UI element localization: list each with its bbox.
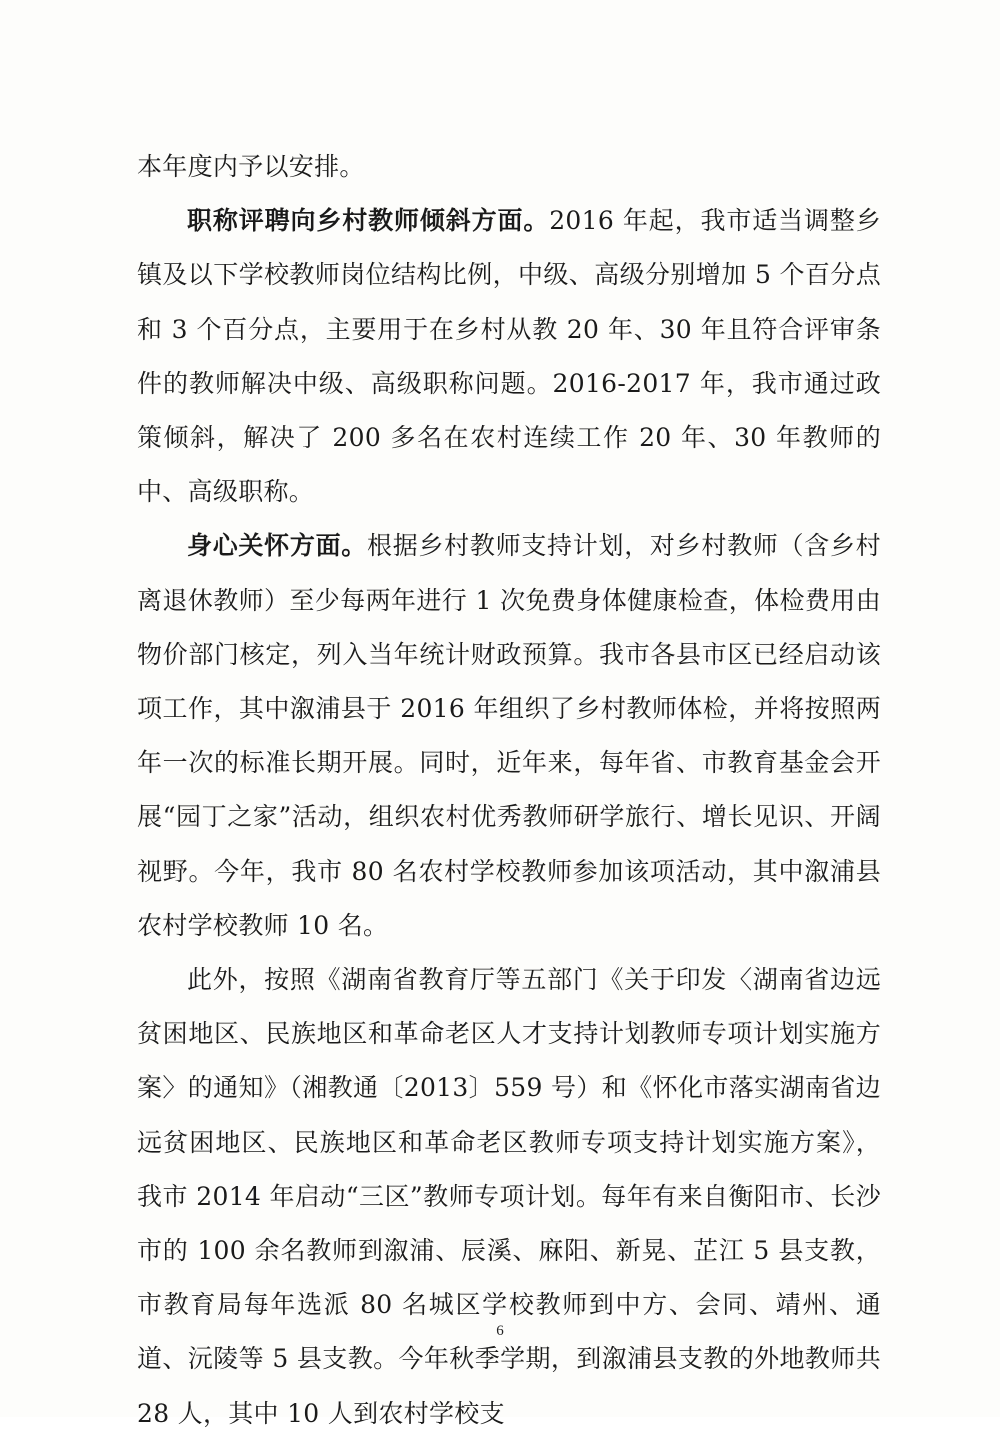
body-text (137, 140, 881, 1441)
paragraph-special-plan (137, 953, 881, 1441)
paragraph-text: 此外，按照《湖南省教育厅等五部门《关于印发〈湖南省边远贫困地区、民族地区和革命老区人才支持计划教师专项计划实施方案〉的通知》（湘教通〔2013〕559 号）和《怀化市落实湖南省边远贫困地区、民族地区和革命老区教师专项支持计划实施方案》，我市 2014 年启动“三区”教师专项计划。每年有来自衡阳市、长沙市的 100 余名教师到溆浦、辰溪、麻阳、新晃、芷江 5 县支教，市教育局每年选派 80 名城区学校教师到中方、会同、靖州、通道、沅陵等 5 县支教。今年秋季学期，到溆浦县支教的外地教师共 28 人，其中 10 人到农村学校支 (137, 965, 881, 1428)
paragraph-title-evaluation (137, 194, 881, 519)
paragraph-text: 根据乡村教师支持计划，对乡村教师（含乡村离退休教师）至少每两年进行 1 次免费身体健康检查，体检费用由物价部门核定，列入当年统计财政预算。我市各县市区已经启动该项工作，其中溆浦县于 2016 年组织了乡村教师体检，并将按照两年一次的标准长期开展。同时，近年来，每年省、市教育基金会开展“园丁之家”活动，组织农村优秀教师研学旅行、增长见识、开阔视野。今年，我市 80 名农村学校教师参加该项活动，其中溆浦县农村学校教师 10 名。 (137, 531, 881, 940)
paragraph-heading: 身心关怀方面。 (187, 531, 368, 561)
paragraph-continuation (137, 140, 881, 194)
page-number: 6 (496, 1323, 504, 1339)
paragraph-text: 2016 年起，我市适当调整乡镇及以下学校教师岗位结构比例，中级、高级分别增加 5 个百分点和 3 个百分点，主要用于在乡村从教 20 年、30 年且符合评审条件的教师解决中级、高级职称问题。2016-2017 年，我市通过政策倾斜，解决了 200 多名在农村连续工作 20 年、30 年教师的中、高级职称。 (137, 206, 882, 507)
paragraph-heading: 职称评聘向乡村教师倾斜方面。 (187, 206, 550, 236)
paragraph-care (137, 519, 881, 953)
paragraph-text: 本年度内予以安排。 (137, 152, 365, 181)
